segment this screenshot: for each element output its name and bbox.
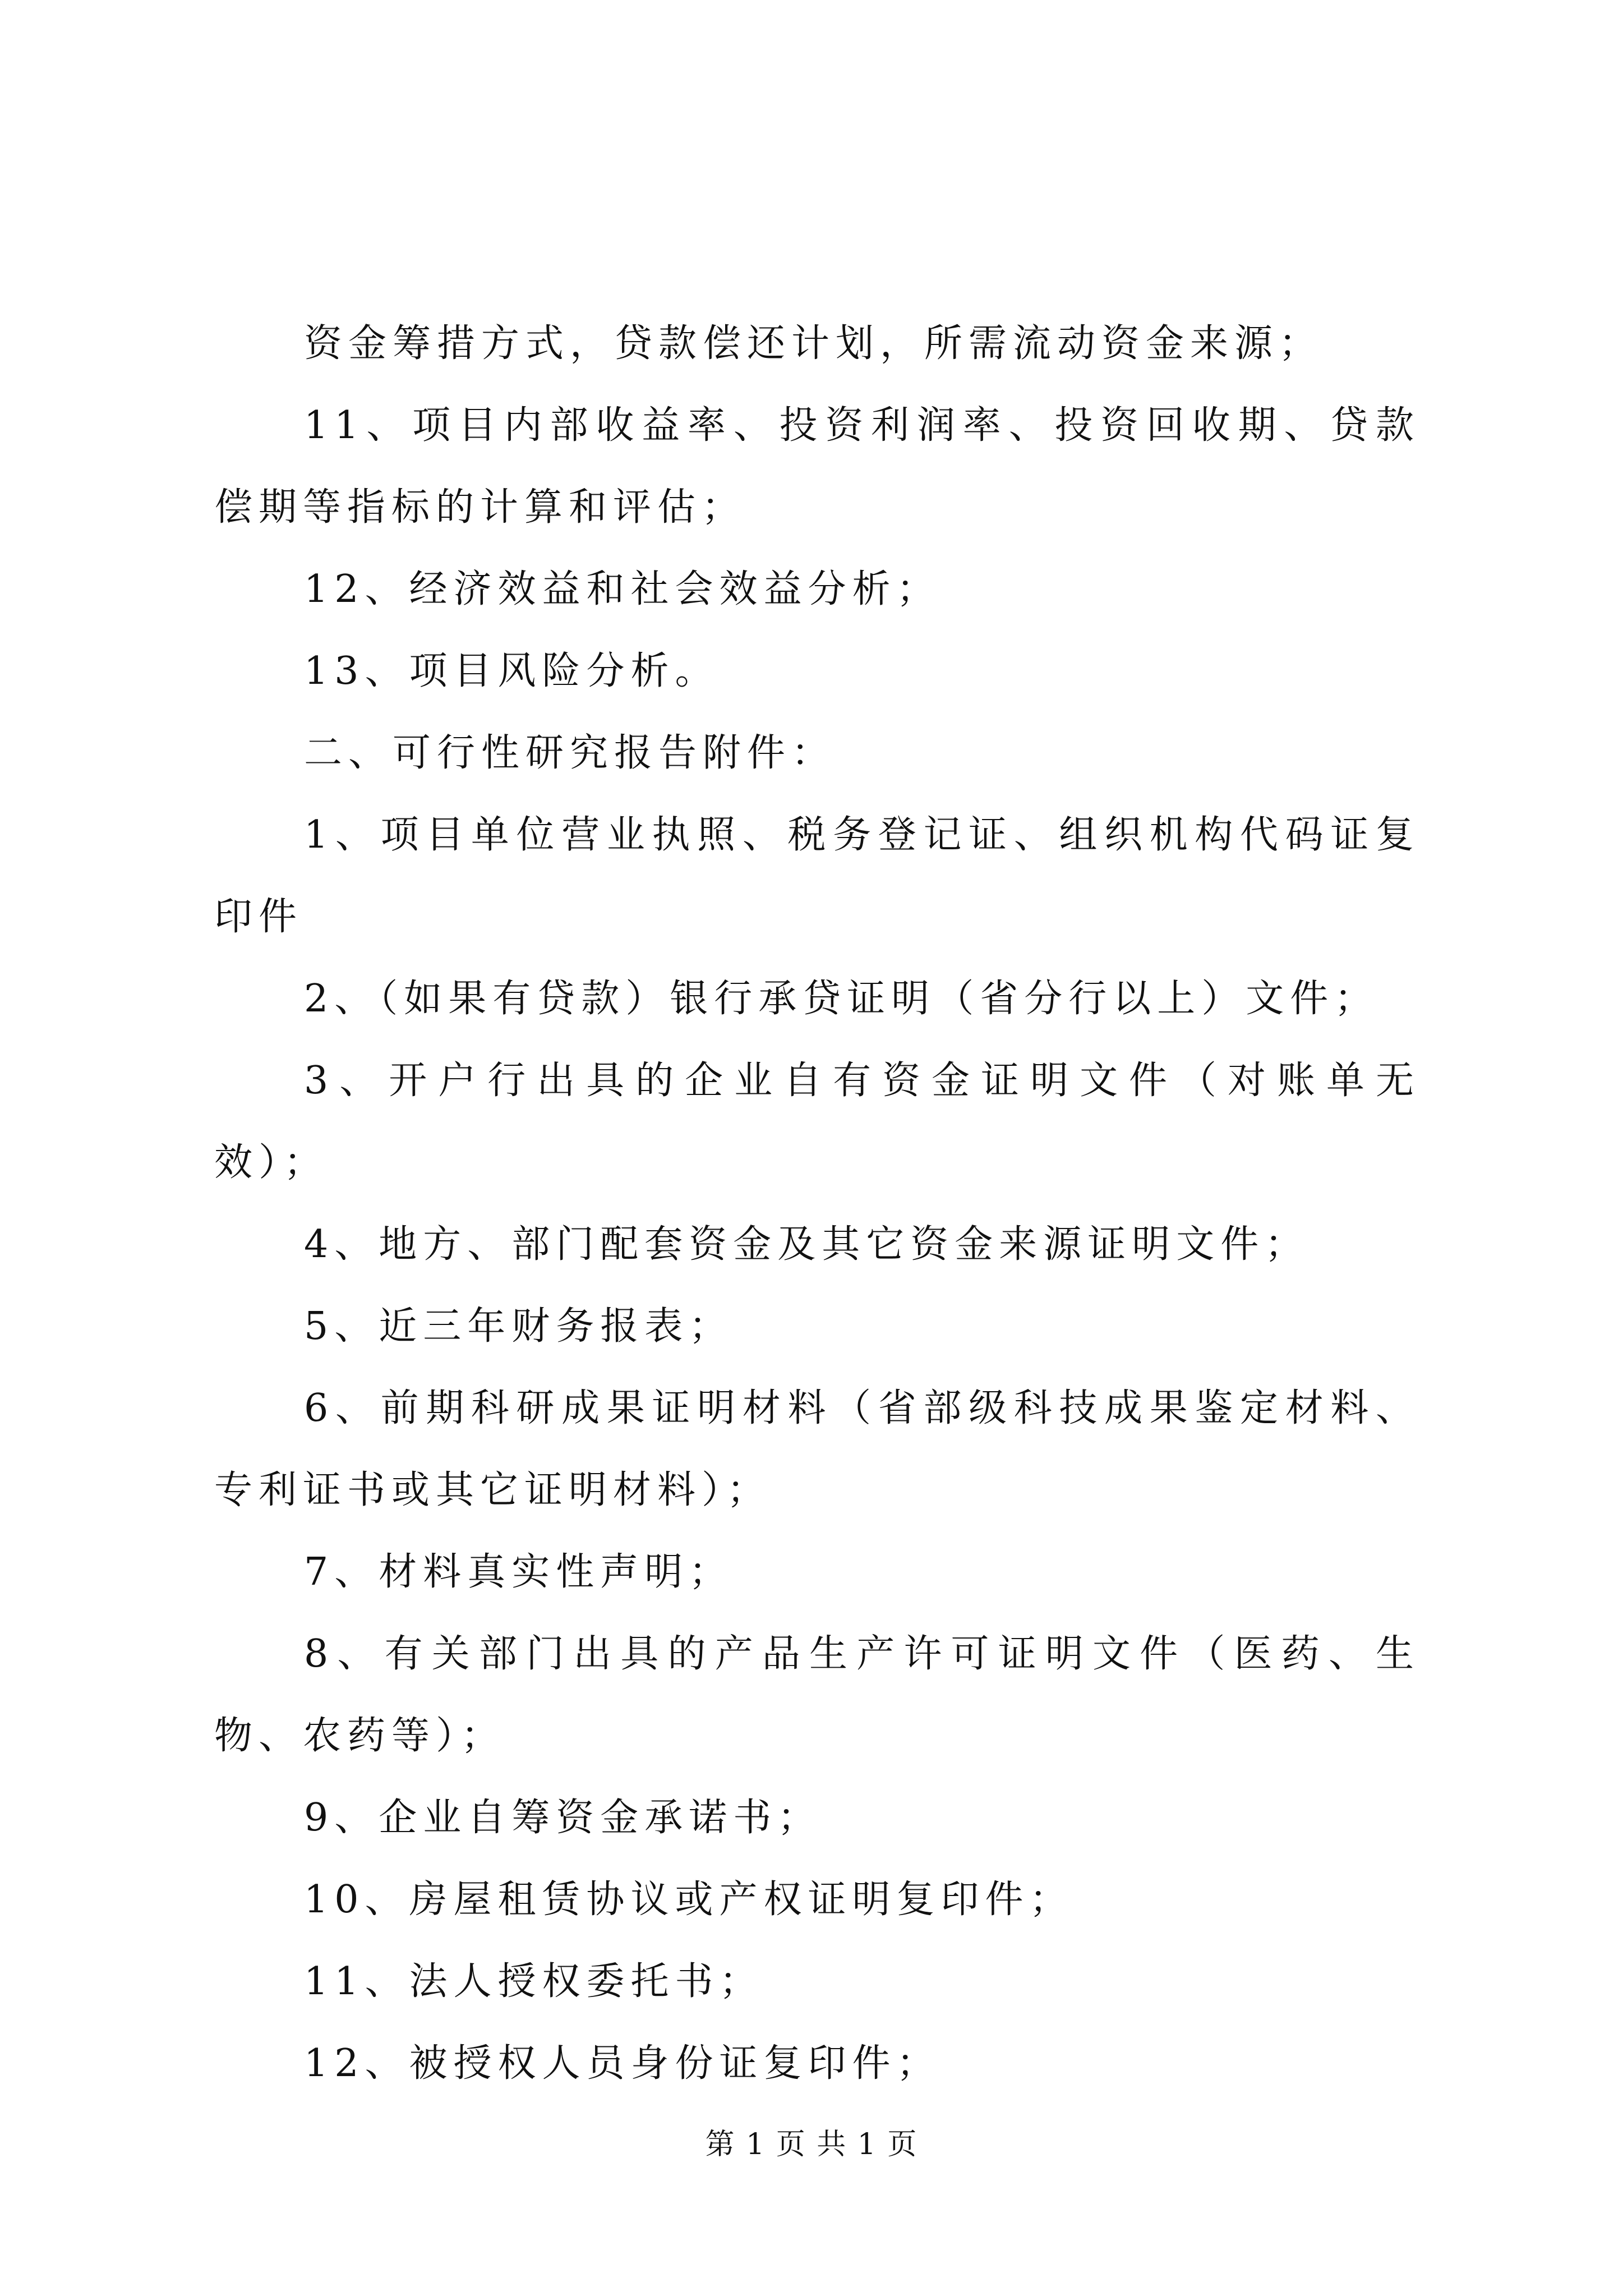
page-number-footer: 第 1 页 共 1 页 <box>705 2128 918 2161</box>
attachment-item-4: 4、地方、部门配套资金及其它资金来源证明文件； <box>304 1222 1310 1267</box>
attachment-item-9: 9、企业自筹资金承诺书； <box>304 1796 822 1840</box>
paragraph-item-12-benefit-analysis: 12、经济效益和社会效益分析； <box>304 567 941 611</box>
paragraph-item-13-risk-analysis: 13、项目风险分析。 <box>304 649 720 693</box>
paragraph-item-11-indicators: 11、项目内部收益率、投资利润率、投资回收期、贷款偿期等指标的计算和评估； <box>214 403 1420 530</box>
section-heading-attachments: 二、可行性研究报告附件： <box>304 731 836 775</box>
document-body <box>214 303 1420 2105</box>
attachment-item-5: 5、近三年财务报表； <box>304 1304 734 1349</box>
attachment-item-6: 6、前期科研成果证明材料（省部级科技成果鉴定材料、专利证书或其它证明材料）； <box>214 1386 1420 1512</box>
attachment-item-10: 10、房屋租赁协议或产权证明复印件； <box>304 1878 1074 1922</box>
attachment-item-3: 3、开户行出具的企业自有资金证明文件（对账单无效）； <box>214 1059 1420 1185</box>
attachment-item-7: 7、材料真实性声明； <box>304 1550 734 1594</box>
attachment-item-8: 8、有关部门出具的产品生产许可证明文件（医药、生物、农药等）； <box>214 1632 1420 1758</box>
attachment-item-1: 1、项目单位营业执照、税务登记证、组织机构代码证复印件 <box>214 813 1420 939</box>
paragraph-funding-sources: 资金筹措方式，贷款偿还计划，所需流动资金来源； <box>304 321 1324 366</box>
attachment-item-2: 2、（如果有贷款）银行承贷证明（省分行以上）文件； <box>304 977 1379 1021</box>
attachment-item-12: 12、被授权人员身份证复印件； <box>304 2041 941 2086</box>
attachment-item-11: 11、法人授权委托书； <box>304 1959 764 2004</box>
